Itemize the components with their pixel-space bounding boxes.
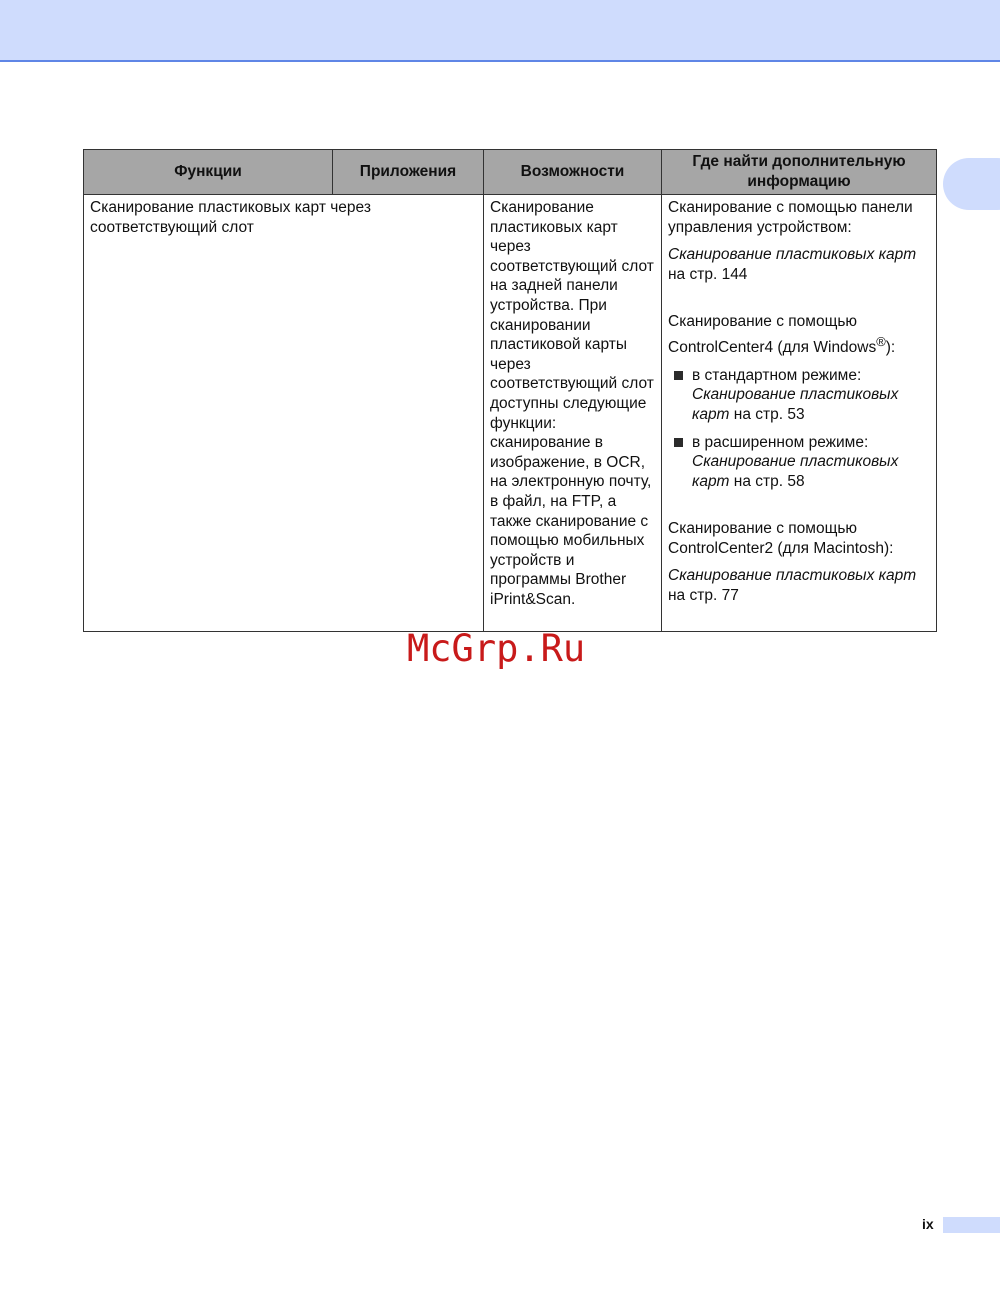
page-number: ix	[922, 1216, 934, 1232]
cell-function: Сканирование пластиковых карт через соответствующий слот	[84, 195, 484, 632]
list-item	[668, 433, 930, 492]
info-cc2-heading: Сканирование с помощью ControlCenter2 (для Macintosh):	[668, 520, 894, 557]
bullet-square-icon	[674, 438, 683, 447]
cell-capabilities: Сканирование пластиковых карт через соответствующий слот на задней панели устройства. При сканировании пластиковой карты через соответствующий слот доступны следующие функции: сканирование в изображение, в OCR, на электронную почту, в файл, на FTP, а также сканирование с помощью мобильных устройств и программы Brother iPrint&Scan.	[484, 195, 662, 632]
info-cc2-link[interactable]: Сканирование пластиковых карт	[668, 567, 917, 585]
info-cc2-page: на стр. 77	[668, 587, 739, 605]
header-functions: Функции	[84, 150, 333, 195]
bullet-label: в расширенном режиме:	[692, 433, 869, 451]
features-table	[83, 149, 937, 632]
info-cc4-heading	[668, 312, 930, 357]
cell-info	[662, 195, 937, 632]
bullet-label: в стандартном режиме:	[692, 366, 862, 384]
table-header-row	[84, 150, 937, 195]
info-cc4-text: Сканирование с помощью ControlCenter4 (для Windows	[668, 313, 877, 357]
page-tab	[943, 1217, 1000, 1233]
bullet-link[interactable]: Сканирование пластиковых карт	[692, 453, 899, 490]
header-capabilities: Возможности	[484, 150, 662, 195]
info-cc2-ref	[668, 566, 930, 605]
bullet-square-icon	[674, 371, 683, 380]
info-panel-page: на стр. 144	[668, 265, 748, 283]
header-band	[0, 0, 1000, 62]
info-panel-link[interactable]: Сканирование пластиковых карт	[668, 246, 917, 264]
chapter-tab	[943, 158, 1000, 210]
info-cc4-tail: ):	[885, 339, 896, 357]
info-panel-ref	[668, 245, 930, 284]
registered-mark: ®	[876, 333, 886, 349]
info-panel-heading: Сканирование с помощью панели управления устройством:	[668, 199, 913, 236]
watermark: McGrp.Ru	[407, 627, 586, 670]
header-applications: Приложения	[333, 150, 484, 195]
list-item	[668, 366, 930, 425]
bullet-page: на стр. 58	[733, 472, 805, 490]
bullet-link[interactable]: Сканирование пластиковых карт	[692, 386, 899, 423]
bullet-page: на стр. 53	[733, 405, 805, 423]
header-more-info: Где найти дополнительную информацию	[662, 150, 937, 195]
table-row	[84, 195, 937, 632]
